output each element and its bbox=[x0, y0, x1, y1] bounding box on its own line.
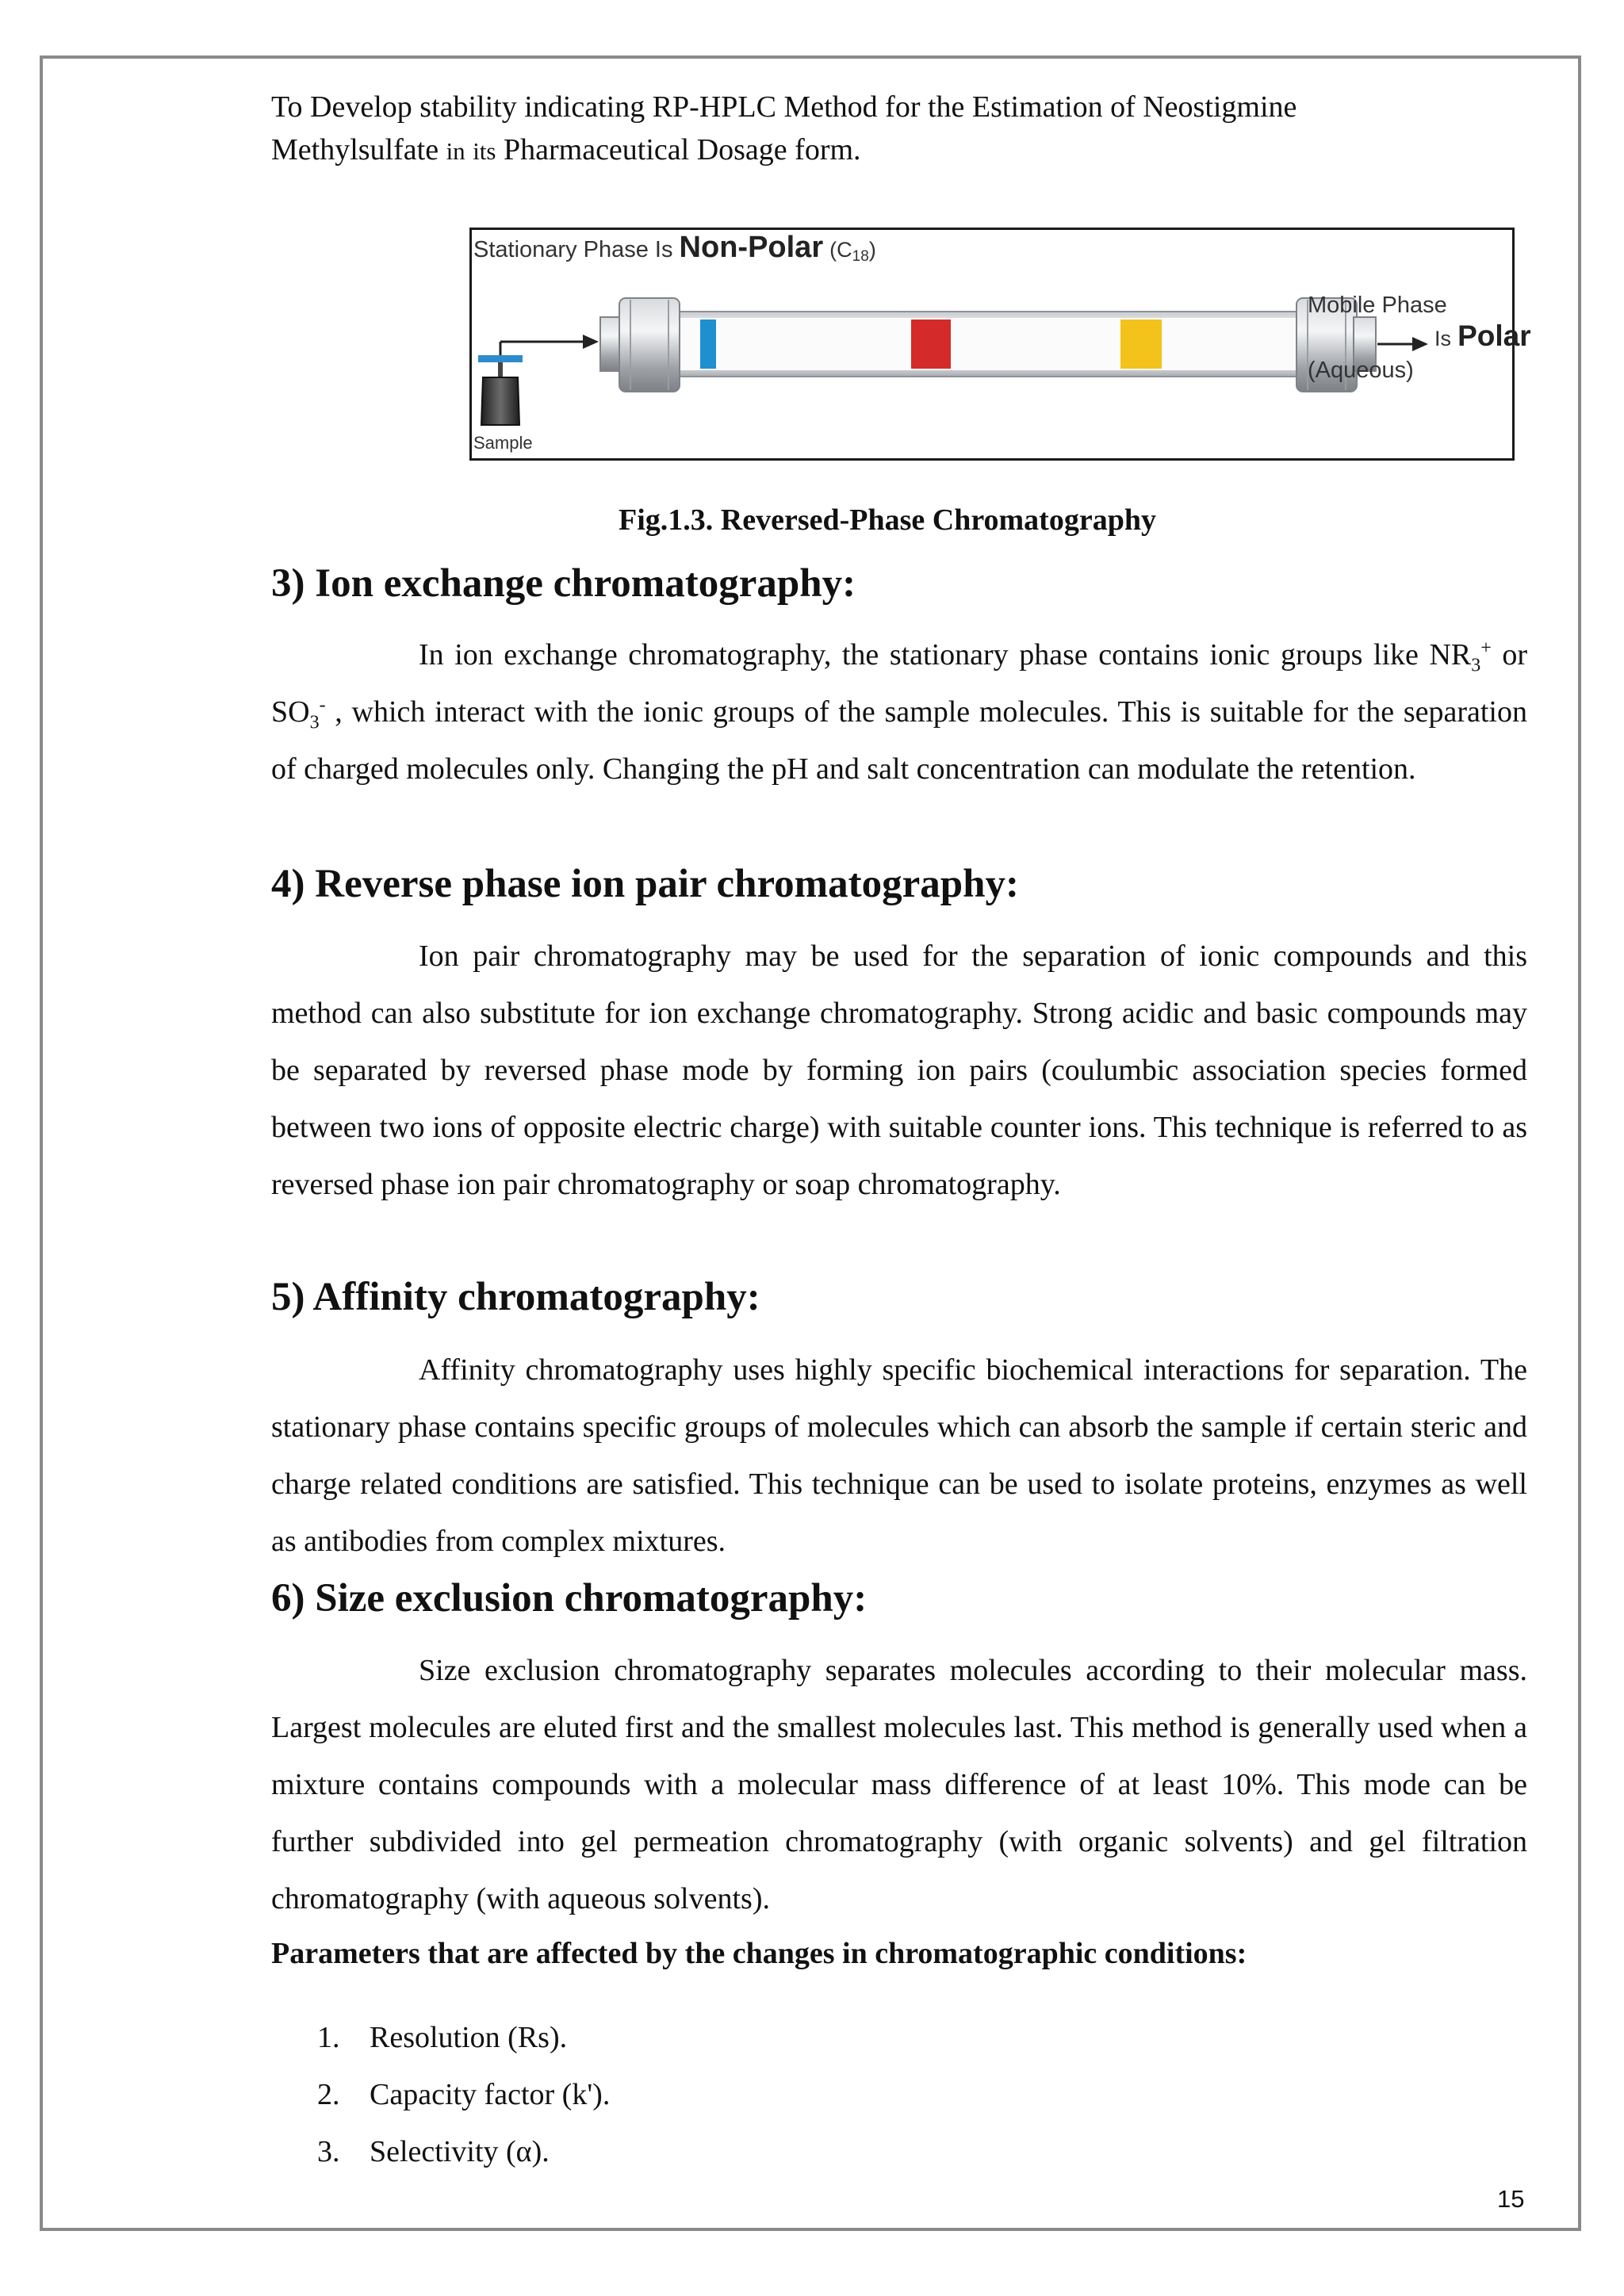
band-red bbox=[911, 320, 951, 369]
header-word-its: its bbox=[473, 137, 496, 165]
affinity-text: Affinity chromatography uses highly specific biochemical interactions for separation. The stationary phase contains specific groups of molecules which can absorb the sample if certain steric and charge related conditions are satisfied. This technique can be used to isolate proteins, enzymes as well as antibodies from complex mixtures. bbox=[271, 1353, 1527, 1558]
heading-affinity: 5) Affinity chromatography: bbox=[271, 1275, 760, 1319]
mobile-phase-label: Mobile Phase bbox=[1308, 293, 1447, 318]
reversed-phase-figure bbox=[469, 228, 1531, 461]
list-item: 3. Selectivity (α). bbox=[317, 2135, 550, 2168]
header-word-in: in bbox=[446, 137, 465, 165]
heading-ion-pair: 4) Reverse phase ion pair chromatography: bbox=[271, 862, 1019, 906]
page-number: 15 bbox=[1497, 2185, 1525, 2213]
formula-so3: or $SO_3^-$ bbox=[271, 638, 1528, 733]
paragraph-affinity bbox=[271, 1341, 1527, 1570]
left-end-cap bbox=[600, 298, 680, 392]
paragraph-ion-pair bbox=[271, 928, 1527, 1213]
column-packing bbox=[680, 318, 1297, 370]
running-header bbox=[271, 86, 1524, 173]
outflow-arrow bbox=[1377, 337, 1428, 351]
header-word-methylsulfate: Methylsulfate bbox=[271, 133, 439, 166]
stationary-phase-label: Stationary Phase Is Non-Polar (C18) bbox=[473, 231, 876, 265]
parameters-title: Parameters that are affected by the changes in chromatographic conditions: bbox=[271, 1937, 1247, 1970]
heading-size-exclusion: 6) Size exclusion chromatography: bbox=[271, 1576, 868, 1621]
mobile-phase-polar-label: Is Polar bbox=[1434, 320, 1531, 352]
ion-exchange-text-1: In ion exchange chromatography, the stationary phase contains ionic groups like bbox=[419, 638, 1419, 672]
ion-pair-text: Ion pair chromatography may be used for the separation of ionic compounds and this method can also substitute for ion exchange chromatography. Strong acidic and basic compounds may be separated by reversed phase mode by forming ion pairs (coulumbic association species formed between two ions of opposite electric charge) with suitable counter ions. This technique is referred to as reversed phase ion pair chromatography or soap chromatography. bbox=[271, 939, 1527, 1201]
header-line-2-end: Pharmaceutical Dosage form. bbox=[503, 133, 861, 166]
paragraph-ion-exchange bbox=[271, 626, 1527, 798]
band-yellow bbox=[1120, 320, 1162, 369]
list-item: 2. Capacity factor (k'). bbox=[317, 2078, 611, 2111]
formula-nr3: $NR_3^+$ bbox=[1429, 637, 1492, 676]
band-blue bbox=[700, 320, 716, 369]
ion-exchange-text-2: , which interact with the ionic groups of the sample molecules. This is suitable for the separation of charged molecules only. Changing the pH and salt concentration can modulate the retention. bbox=[271, 695, 1527, 786]
running-header-line-1: To Develop stability indicating RP-HPLC Method for the Estimation of Neostigmine bbox=[271, 90, 1297, 124]
list-item: 1. Resolution (Rs). bbox=[317, 2021, 568, 2054]
figure-caption: Fig.1.3. Reversed-Phase Chromatography bbox=[619, 503, 1156, 537]
sample-label: Sample bbox=[473, 433, 533, 453]
heading-ion-exchange: 3) Ion exchange chromatography: bbox=[271, 561, 856, 606]
paragraph-size-exclusion bbox=[271, 1642, 1527, 1927]
running-header-line-2 bbox=[271, 128, 1524, 173]
size-exclusion-text: Size exclusion chromatography separates molecules according to their molecular mass. Largest molecules are eluted first and the smallest molecules last. This method is generally used when a mixture contains compounds with a molecular mass difference of at least 10%. This mode can be further subdivided into gel permeation chromatography (with organic solvents) and gel filtration chromatography (with aqueous solvents). bbox=[271, 1654, 1527, 1915]
mobile-phase-aqueous-label: (Aqueous) bbox=[1308, 358, 1414, 383]
parameters-list bbox=[317, 2009, 610, 2180]
sample-injector bbox=[478, 335, 599, 425]
